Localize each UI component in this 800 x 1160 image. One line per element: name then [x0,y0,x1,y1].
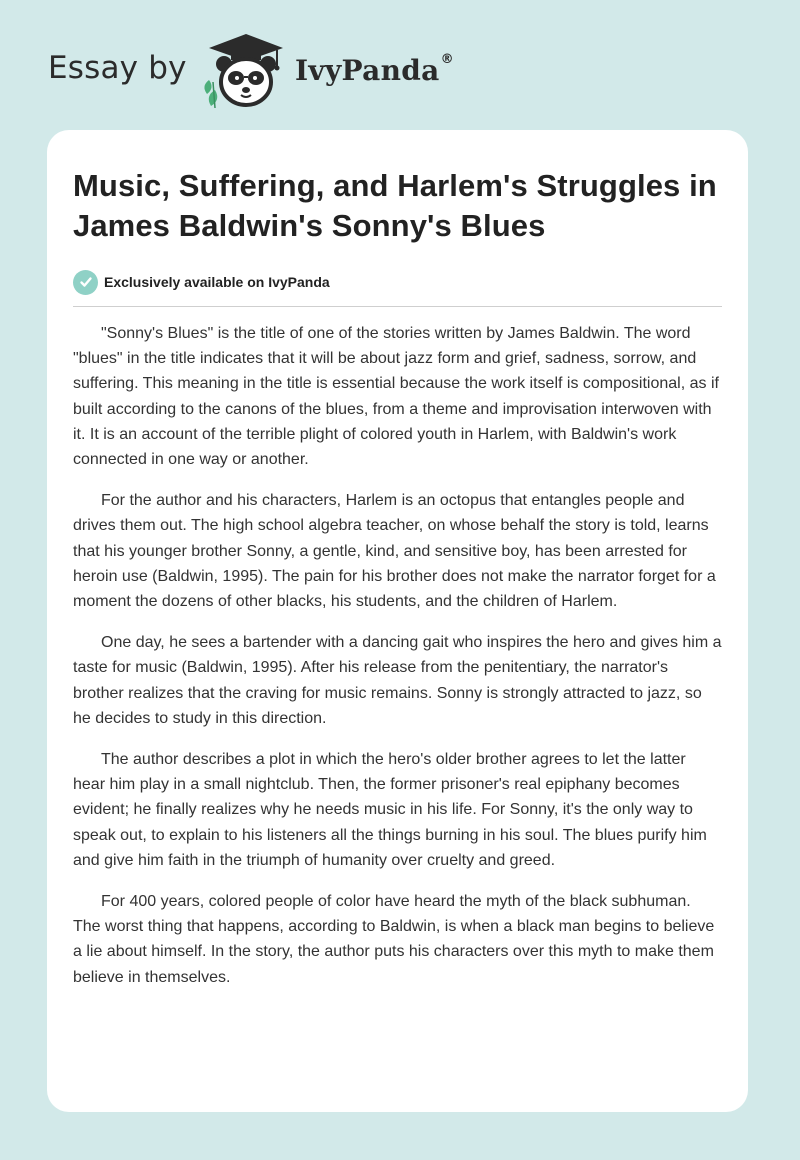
paragraph: The author describes a plot in which the hero's older brother agrees to let the latter hear him play in a small nightclub. Then, the former prisoner's real epiphany becomes evident; he finally realizes why he needs music in his life. For Sonny, it's the only way to speak out, to explain to his listeners all the things burning in his soul. The blues purify him and give him faith in the triumph of humanity over cruelty and greed. [73,751,707,869]
essay-by-label: Essay by [48,50,187,86]
check-circle-icon [73,270,98,295]
exclusive-badge-text: Exclusively available on IvyPanda [104,274,330,290]
page-title: Music, Suffering, and Harlem's Struggles in James Baldwin's Sonny's Blues [73,168,717,243]
paragraph: One day, he sees a bartender with a dancing gait who inspires the hero and gives him a taste for music (Baldwin, 1995). After his release from the penitentiary, the narrator's brother realizes that the craving for music remains. Sonny is strongly attracted to jazz, so he decides to study in this direction. [73,634,722,727]
site-header [48,30,748,110]
paragraph: For 400 years, colored people of color have heard the myth of the black subhuman. The worst thing that happens, according to Baldwin, is when a black man begins to believe a lie about himself. In the story, the author puts his characters over this myth to make them believe in themselves. [73,893,715,986]
paragraph: "Sonny's Blues" is the title of one of the stories written by James Baldwin. The word "blues" in the title indicates that it will be about jazz form and grief, sadness, sorrow, and suffering. This meaning in the title is essential because the work itself is compositional, as if built according to the canons of the blues, from a theme and improvisation interwoven with it. It is an account of the terrible plight of colored youth in Harlem, with Baldwin's work connected in one way or another. [73,325,719,469]
exclusive-badge [73,269,722,295]
divider [73,306,722,307]
brand-name: IvyPanda® [295,52,454,87]
article-body [73,321,722,990]
paragraph: For the author and his characters, Harlem is an octopus that entangles people and drives them out. The high school algebra teacher, on whose behalf the story is told, learns that his younger brother Sonny, a gentle, kind, and sensitive boy, has been arrested for heroin use (Baldwin, 1995). The pain for his brother does not make the narrator forget for a moment the dozens of other blacks, his students, and the children of Harlem. [73,492,716,611]
article-card [47,130,748,1112]
panda-graduate-icon [201,30,291,110]
registered-mark: ® [440,52,454,67]
